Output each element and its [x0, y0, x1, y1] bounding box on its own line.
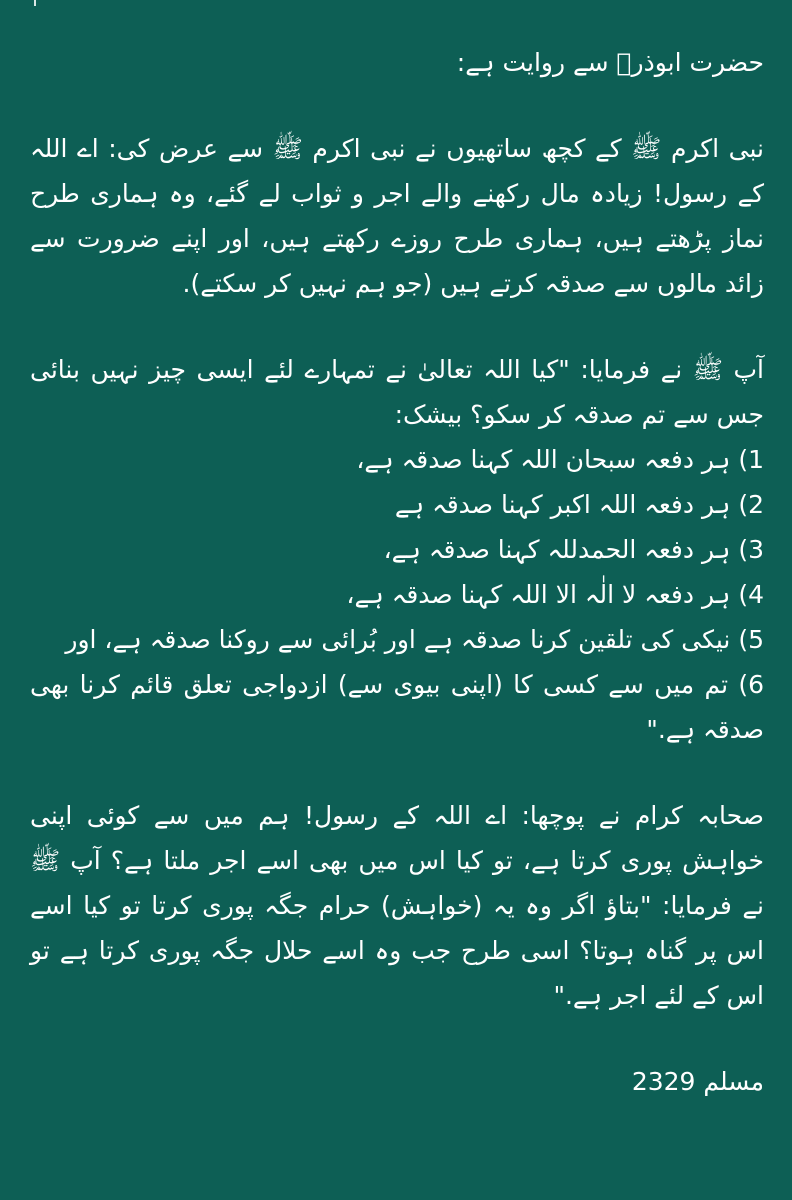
hadith-reference: مسلم 2329	[631, 1067, 764, 1096]
charity-list	[30, 437, 764, 752]
charity-list-item: 6) تم میں سے کسی کا (اپنی بیوی سے) ازدواجی تعلق قائم کرنا بھی صدقہ ہے."	[30, 670, 764, 744]
charity-list-item: 2) ہر دفعہ اللہ اکبر کہنا صدقہ ہے	[394, 490, 764, 519]
prophet-answer-intro: آپ ﷺ نے فرمایا: "کیا اللہ تعالیٰ نے تمہارے لئے ایسی چیز نہیں بنائی جس سے تم صدقہ کر سکو؟ بیشک:	[30, 355, 764, 429]
companions-question-paragraph: نبی اکرم ﷺ کے کچھ ساتھیوں نے نبی اکرم ﷺ سے عرض کی: اے اللہ کے رسول! زیادہ مال رکھنے والے اجر و ثواب لے گئے، وہ ہماری طرح نماز پڑھتے ہیں، ہماری طرح روزے رکھتے ہیں، اور اپنے ضرورت سے زائد مالوں سے صدقہ کرتے ہیں (جو ہم نہیں کر سکتے).	[30, 134, 764, 298]
charity-list-item: 3) ہر دفعہ الحمدللہ کہنا صدقہ ہے،	[383, 535, 764, 564]
hadith-document	[30, 40, 764, 1104]
narration-intro: حضرت ابوذرؓ سے روایت ہے:	[456, 48, 764, 77]
charity-list-item: 1) ہر دفعہ سبحان اللہ کہنا صدقہ ہے،	[356, 445, 764, 474]
top-edge-mark	[34, 0, 36, 6]
charity-list-item: 5) نیکی کی تلقین کرنا صدقہ ہے اور بُرائی سے روکنا صدقہ ہے، اور	[65, 625, 764, 654]
companions-followup-paragraph: صحابہ کرام نے پوچھا: اے اللہ کے رسول! ہم میں سے کوئی اپنی خواہش پوری کرتا ہے، تو کیا اس میں بھی اسے اجر ملتا ہے؟ آپ ﷺ نے فرمایا: "بتاؤ اگر وہ یہ (خواہش) حرام جگہ پوری کرتا تو کیا اسے اس پر گناہ ہوتا؟ اسی طرح جب وہ اسے حلال جگہ پوری کرتا ہے تو اس کے لئے اجر ہے."	[30, 801, 764, 1010]
prophet-answer-section	[30, 347, 764, 752]
charity-list-item: 4) ہر دفعہ لا الٰہ الا اللہ کہنا صدقہ ہے،	[346, 580, 764, 609]
